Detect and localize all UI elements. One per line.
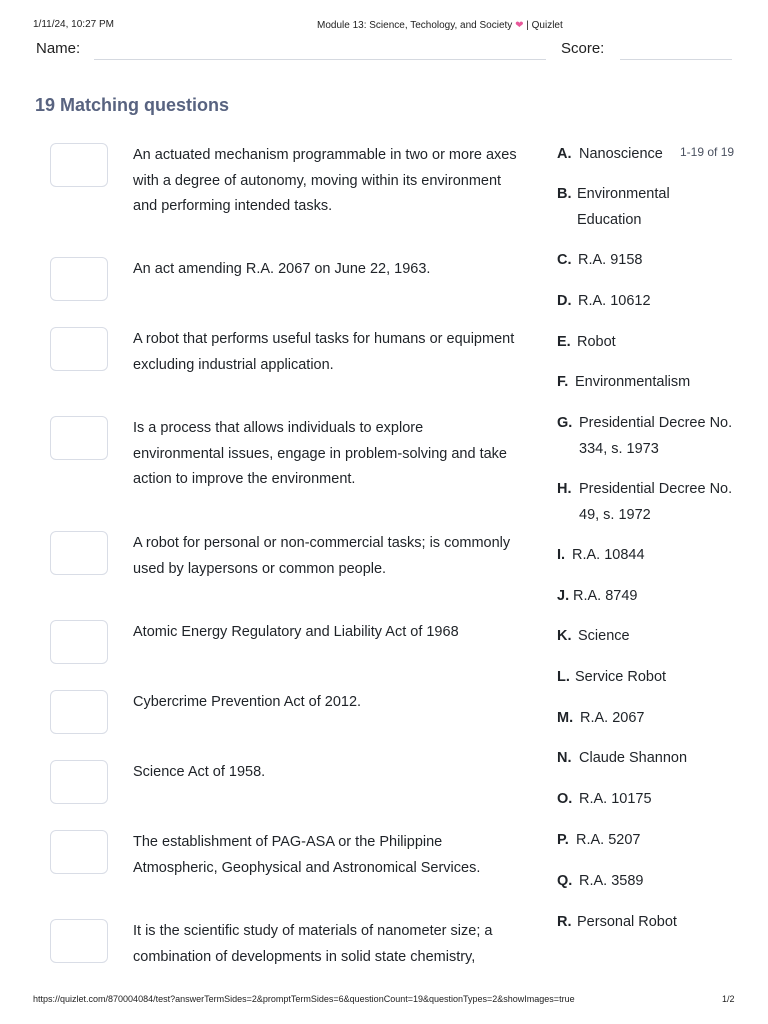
answer-letter: Q. (557, 873, 573, 889)
answer-term: R.A. 9158 (578, 252, 643, 268)
answer-letter: M. (557, 710, 574, 726)
answer-option (557, 370, 737, 396)
answer-letter: C. (557, 252, 572, 268)
question-text: The establishment of PAG-ASA or the Philippine Atmospheric, Geophysical and Astronomical Services. (133, 834, 481, 876)
answer-letter: K. (557, 628, 572, 644)
answer-input-box[interactable] (50, 416, 108, 460)
answer-option (557, 543, 737, 569)
answer-input-box[interactable] (50, 830, 108, 874)
answer-term: R.A. 3589 (579, 873, 644, 889)
answer-term: Claude Shannon (579, 750, 688, 766)
answer-letter: J. (557, 588, 570, 604)
answer-letter: F. (557, 374, 569, 390)
answer-input-box[interactable] (50, 690, 108, 734)
answer-option (557, 248, 737, 274)
question-text: An act amending R.A. 2067 on June 22, 1963. (133, 261, 431, 277)
print-title-text: Module 13: Science, Techology, and Society (317, 20, 513, 31)
answer-letter: P. (557, 832, 569, 848)
answer-letter: A. (557, 146, 572, 162)
answer-letter: H. (557, 481, 572, 497)
answer-term: Environmental Education (577, 186, 670, 228)
score-field[interactable] (620, 59, 732, 60)
answer-option (557, 142, 737, 168)
answer-term: R.A. 8749 (573, 588, 638, 604)
answer-term: R.A. 10612 (578, 293, 651, 309)
print-datetime: 1/11/24, 10:27 PM (33, 19, 114, 30)
answer-option (557, 787, 737, 813)
answer-option (557, 624, 737, 650)
answer-option (557, 477, 737, 528)
answer-term: R.A. 10844 (572, 547, 645, 563)
answer-option (557, 584, 737, 610)
print-footer-url: https://quizlet.com/870004084/test?answerTermSides=2&promptTermSides=6&questionCount=19&questionTypes=2&showImages=true (33, 994, 575, 1004)
answer-option (557, 746, 737, 772)
question-text: Atomic Energy Regulatory and Liability Act of 1968 (133, 624, 459, 640)
answer-term: R.A. 2067 (580, 710, 645, 726)
question-text: Science Act of 1958. (133, 764, 266, 780)
answer-term: Nanoscience (579, 146, 663, 162)
answer-option (557, 182, 737, 233)
answer-input-box[interactable] (50, 620, 108, 664)
question-text: Is a process that allows individuals to explore environmental issues, engage in problem-solving and take action to improve the environment. (133, 420, 507, 487)
answer-input-box[interactable] (50, 143, 108, 187)
answer-option (557, 411, 737, 462)
question-text: A robot that performs useful tasks for humans or equipment excluding industrial application. (133, 331, 515, 373)
answer-term: Presidential Decree No. 334, s. 1973 (579, 415, 733, 457)
answer-letter: L. (557, 669, 570, 685)
answer-letter: G. (557, 415, 573, 431)
answer-term: R.A. 10175 (579, 791, 652, 807)
name-label: Name: (36, 40, 81, 57)
answer-term: Presidential Decree No. 49, s. 1972 (579, 481, 733, 523)
answer-option (557, 706, 737, 732)
question-count: 1-19 of 19 (680, 145, 735, 159)
answer-term: Robot (577, 334, 616, 350)
answer-term: R.A. 5207 (576, 832, 641, 848)
answer-option (557, 665, 737, 691)
answer-letter: N. (557, 750, 572, 766)
answer-input-box[interactable] (50, 531, 108, 575)
print-title-suffix: | Quizlet (523, 20, 563, 31)
print-footer-page: 1/2 (722, 994, 735, 1004)
answer-term: Personal Robot (577, 914, 677, 930)
question-text: Cybercrime Prevention Act of 2012. (133, 694, 362, 710)
answer-input-box[interactable] (50, 760, 108, 804)
answer-letter: I. (557, 547, 566, 563)
answer-term: Service Robot (575, 669, 667, 685)
answer-input-box[interactable] (50, 327, 108, 371)
question-text: An actuated mechanism programmable in two or more axes with a degree of autonomy, moving within its environment and performing intended tasks. (133, 147, 517, 214)
answer-letter: D. (557, 293, 572, 309)
name-score-row (36, 40, 736, 64)
answer-input-box[interactable] (50, 257, 108, 301)
section-title: 19 Matching questions (35, 95, 230, 115)
answer-letter: E. (557, 334, 571, 350)
print-title (317, 20, 563, 31)
answer-option (557, 289, 737, 315)
answer-option (557, 828, 737, 854)
question-text: A robot for personal or non-commercial tasks; is commonly used by laypersons or common people. (133, 535, 511, 577)
answer-input-box[interactable] (50, 919, 108, 963)
answer-letter: R. (557, 914, 572, 930)
question-text: It is the scientific study of materials of nanometer size; a combination of developments in solid state chemistry, (133, 923, 493, 965)
heart-icon: ❤ (515, 20, 524, 31)
answer-letter: B. (557, 186, 572, 202)
score-label: Score: (561, 40, 605, 57)
answer-letter: O. (557, 791, 573, 807)
answer-term: Environmentalism (575, 374, 691, 390)
answer-option (557, 330, 737, 356)
name-field[interactable] (94, 59, 546, 60)
answer-option (557, 910, 737, 936)
answer-term: Science (578, 628, 630, 644)
answer-option (557, 869, 737, 895)
